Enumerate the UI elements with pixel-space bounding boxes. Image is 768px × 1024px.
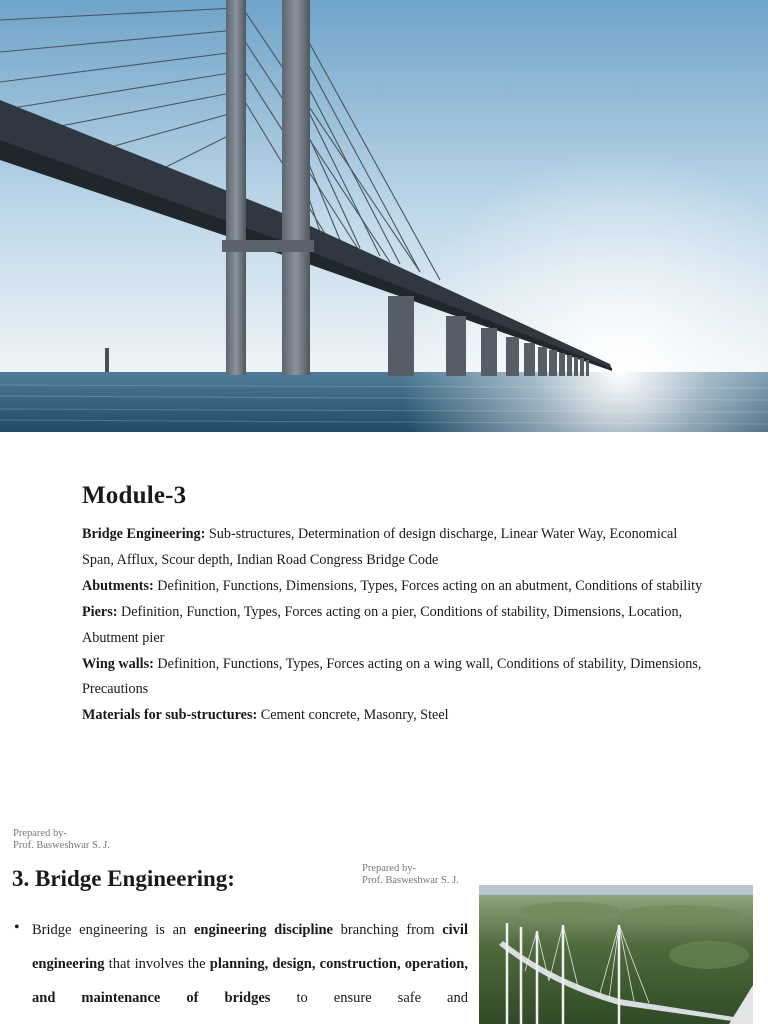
syllabus-item-text: Definition, Functions, Dimensions, Types, Forces acting on an abutment, Conditions of stability <box>153 577 703 594</box>
syllabus-item-piers <box>82 600 712 652</box>
prepared-by-label: Prepared by- <box>362 863 416 874</box>
body-text-bold: engineering discipline <box>194 922 333 938</box>
viaduct-photo <box>479 885 753 1024</box>
bridge-photo <box>0 0 768 432</box>
syllabus-item-label: Wing walls: <box>82 655 154 672</box>
body-text-run: that involves the <box>104 956 210 972</box>
body-text-run: to ensure safe and <box>270 990 468 1006</box>
syllabus-item-label: Bridge Engineering: <box>82 526 206 542</box>
syllabus-item-bridge-engineering <box>82 522 712 574</box>
syllabus-item-materials <box>82 703 712 729</box>
body-text-run: branching from <box>333 922 443 938</box>
syllabus-item-text: Definition, Functions, Types, Forces acting on a wing wall, Conditions of stability, Dimensions, Precautions <box>82 655 702 698</box>
prepared-by-note <box>13 828 110 852</box>
body-text-bold: civil engineering <box>32 922 468 972</box>
prepared-by-author: Prof. Basweshwar S. J. <box>362 875 459 886</box>
syllabus-list <box>82 522 712 729</box>
body-text-bold: planning, design, construction, operation, and maintenance of bridges <box>32 956 468 1006</box>
syllabus-item-text: Cement concrete, Masonry, Steel <box>257 707 449 724</box>
prepared-by-label: Prepared by- <box>13 828 67 839</box>
module-title: Module-3 <box>82 482 187 509</box>
syllabus-item-abutments <box>82 574 712 600</box>
syllabus-item-text: Sub-structures, Determination of design discharge, Linear Water Way, Economical Span, Afflux, Scour depth, Indian Road Congress Bridge Code <box>82 526 678 568</box>
body-paragraph <box>32 913 468 1015</box>
syllabus-item-wing-walls <box>82 652 712 704</box>
bullet-icon: • <box>14 919 20 936</box>
syllabus-item-text: Definition, Function, Types, Forces acting on a pier, Conditions of stability, Dimensions, Location, Abutment pier <box>82 603 683 646</box>
syllabus-item-label: Abutments: <box>82 577 154 594</box>
section-title: 3. Bridge Engineering: <box>12 866 235 891</box>
prepared-by-note <box>362 863 459 887</box>
syllabus-item-label: Piers: <box>82 603 118 620</box>
body-text-run: Bridge engineering is an <box>32 922 194 938</box>
syllabus-item-label: Materials for sub-structures: <box>82 707 258 724</box>
prepared-by-author: Prof. Basweshwar S. J. <box>13 840 110 851</box>
